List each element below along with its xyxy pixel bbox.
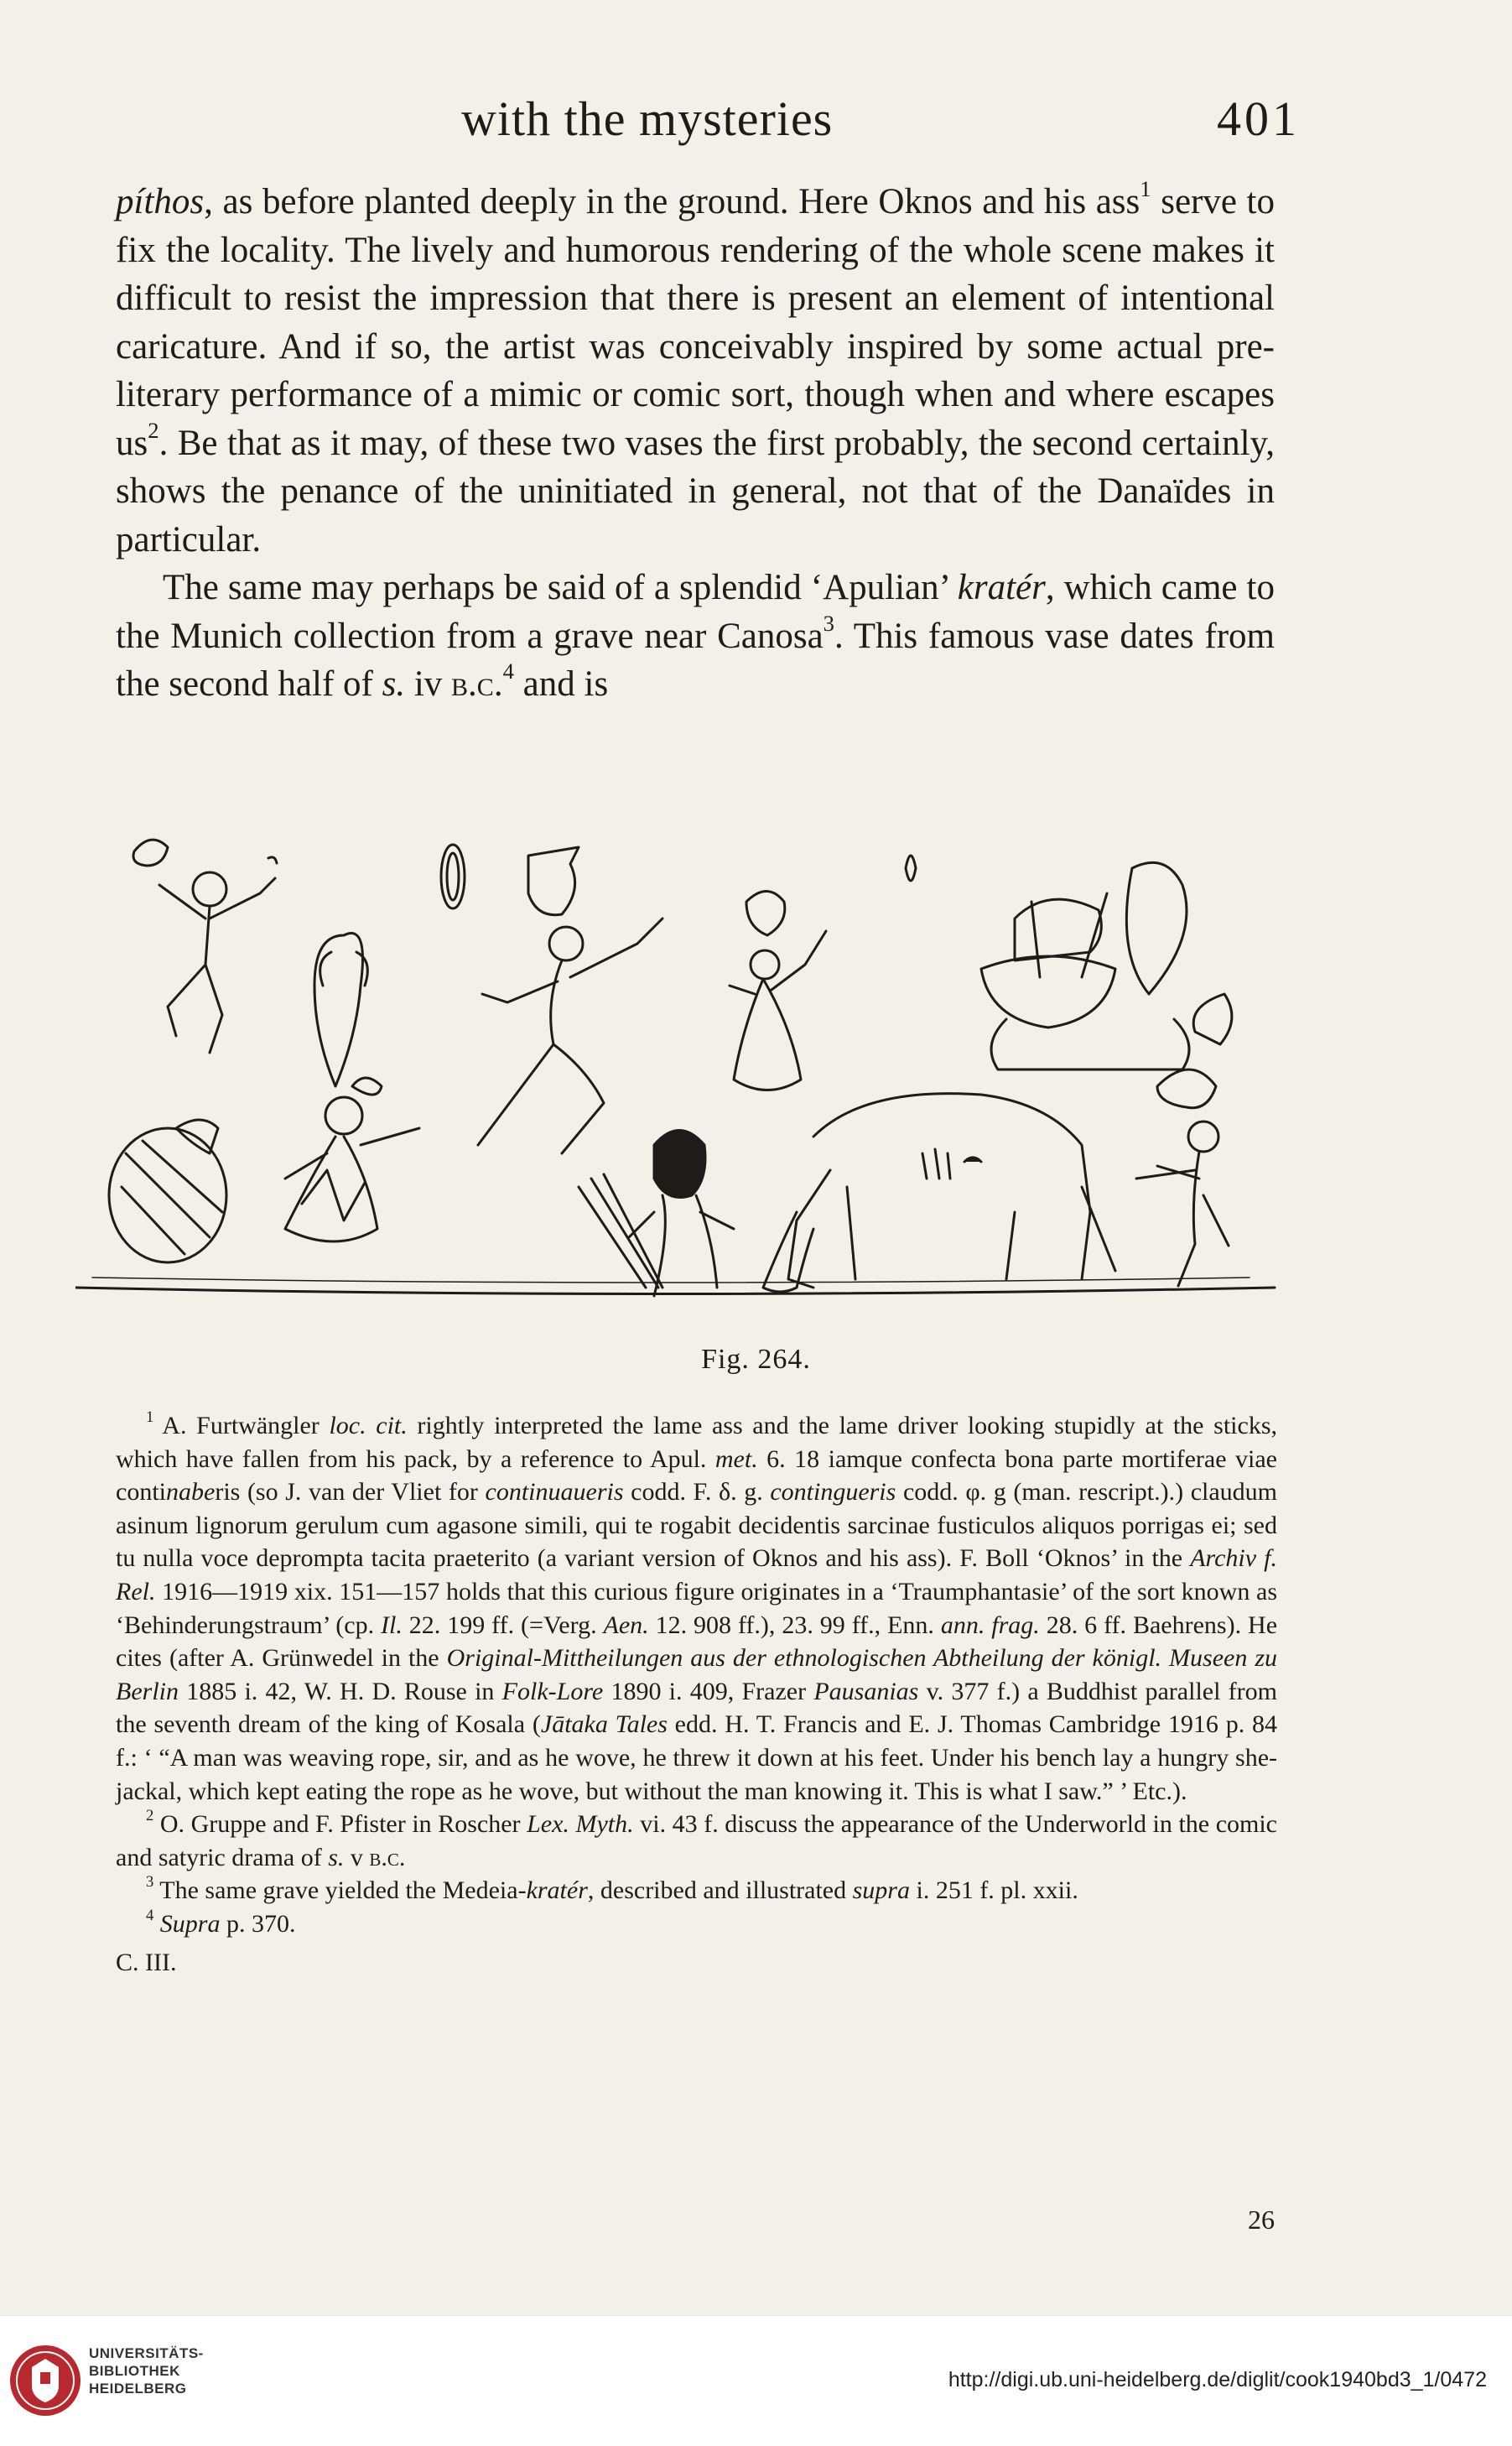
- footnote-1: [116, 1409, 1277, 1808]
- text-run: 12. 908 ff.), 23. 99 ff., Enn.: [648, 1611, 941, 1639]
- text-run: Archiv f. Rel.: [116, 1544, 1278, 1606]
- signature-mark: [116, 1946, 1277, 1980]
- text-run: v: [344, 1843, 370, 1871]
- text-run: Pausanias: [813, 1677, 919, 1705]
- text-run: s.: [382, 664, 406, 704]
- text-run: A. Furtwängler: [153, 1412, 330, 1439]
- footnote-ref: 4: [502, 658, 514, 684]
- text-run: . Be that as it may, of these two vases the first probably, the second certainly, shows the penance of the uninitiated in general, not that of the Danaïdes in particular.: [116, 423, 1275, 559]
- text-run: ann. frag.: [940, 1611, 1040, 1639]
- text-run: ris (so J. van der Vliet for: [215, 1478, 486, 1507]
- text-run: b.c.: [369, 1843, 406, 1871]
- body-text: [116, 178, 1275, 709]
- text-run: serve to fix the locality. The lively and humorous rendering of the whole scene makes it difficult to resist the impression that there is present an element of intentional caricature. And if so, the artist was conceivably inspired by some actual pre-literary performance of a mimic or comic sort, though when and where escapes us: [116, 182, 1276, 463]
- figure-caption: Fig. 264.: [701, 1344, 811, 1375]
- text-run: b.c.: [451, 664, 503, 704]
- paragraph-1: [116, 178, 1275, 564]
- running-woman-centre: [478, 847, 662, 1153]
- text-run: , described and illustrated: [587, 1876, 853, 1905]
- permalink-url[interactable]: http://digi.ub.uni-heidelberg.de/diglit/cook1940bd3_1/0472: [948, 2368, 1487, 2391]
- text-run: . This famous vase dates from the second half of: [116, 616, 1275, 704]
- text-run: 28. 6 ff. Baehrens). He cites (after A. Grünwedel in the: [116, 1611, 1278, 1673]
- text-run: Il.: [381, 1611, 403, 1639]
- footnotes: [116, 1409, 1277, 1979]
- paragraph-2: [116, 564, 1275, 709]
- page-number: 401: [1217, 91, 1300, 146]
- seated-woman-left: [285, 1078, 419, 1241]
- text-run: The same may perhaps be said of a splendid ‘Apulian’: [163, 568, 958, 607]
- library-line: UNIVERSITÄTS-: [89, 2345, 204, 2361]
- running-head: [109, 91, 1300, 149]
- text-run: supra: [852, 1876, 910, 1905]
- text-run: codd. φ. g (man. rescript.).) claudum asinum lignorum gerulum cum agasone simili, qui te rogabit decidentis sarcinae fusticulos aliquos porrigas ei; sed tu nulla voce deprompta tacita praeterito (a variant version of Oknos and his ass). F. Boll ‘Oknos’ in the: [116, 1478, 1278, 1573]
- text-run: , as before planted deeply in the ground. Here Oknos and his ass: [204, 182, 1140, 221]
- library-name: [89, 2345, 204, 2397]
- greek-term: kratér: [957, 568, 1046, 607]
- text-run: Original-Mittheilungen aus der ethnologischen Abtheilung der königl. Museen zu Berlin: [116, 1644, 1277, 1705]
- text-run: The same grave yielded the Medeia-: [153, 1876, 527, 1905]
- footnote-ref: 1: [1140, 176, 1151, 202]
- running-head-title: with the mysteries: [461, 91, 834, 146]
- text-run: loc. cit.: [329, 1412, 408, 1439]
- text-run: Supra: [159, 1909, 221, 1938]
- text-run: vi. 43 f. discuss the appearance of the Underworld in the comic and satyric drama of: [116, 1810, 1277, 1871]
- library-line: HEIDELBERG: [89, 2381, 187, 2397]
- driver-figure: [1136, 994, 1232, 1286]
- text-run: , which came to the Munich collection from a grave near Canosa: [116, 568, 1275, 656]
- text-run: Folk-Lore: [501, 1677, 604, 1705]
- university-library-logo-icon: [8, 2344, 82, 2417]
- text-run: iv: [405, 664, 452, 704]
- text-run: contingueris: [770, 1478, 896, 1507]
- text-run: continuaueris: [485, 1478, 624, 1507]
- text-run: edd. H. T. Francis and E. J. Thomas Cambridge 1916 p. 84 f.: ‘ “A man was weaving rope, sir, and as he wove, he threw it down at his feet. Under his bench lay a hungry she-jackal, which kept eating the rope as he wove, but without the man knowing it. This is what I saw.” ’ Etc.).: [116, 1710, 1277, 1805]
- library-line: BIBLIOTHEK: [89, 2363, 180, 2379]
- text-run: i. 251 f. pl. xxii.: [909, 1876, 1078, 1905]
- footnote-ref: 2: [148, 417, 159, 443]
- gathering-number: 26: [1248, 2204, 1275, 2235]
- footnote-number: 2: [146, 1807, 154, 1825]
- footnote-2: [116, 1808, 1277, 1874]
- greek-term: píthos: [116, 182, 205, 221]
- text-run: 22. 199 ff. (=Verg.: [402, 1611, 604, 1639]
- text-run: 1890 i. 409, Frazer: [603, 1677, 814, 1705]
- text-run: kratér: [526, 1876, 588, 1905]
- text-run: and is: [513, 664, 609, 704]
- overturned-jar: [109, 1120, 226, 1262]
- text-run: v. 377 f.) a Buddhist parallel from the seventh dream of the king of Kosala (: [116, 1677, 1277, 1739]
- text-run: s.: [328, 1843, 345, 1871]
- leaping-figure-left: [133, 840, 277, 1053]
- platform-with-jar: [981, 862, 1189, 1069]
- vase-drawing: [75, 818, 1291, 1338]
- text-run: met.: [714, 1444, 758, 1473]
- footnote-number: 4: [146, 1906, 154, 1924]
- text-run: nabe: [166, 1478, 216, 1507]
- figure-264: [75, 818, 1291, 1338]
- text-run: Lex. Myth.: [527, 1810, 634, 1839]
- footnote-3: [116, 1874, 1277, 1907]
- text-run: Jātaka Tales: [540, 1710, 668, 1739]
- ass-figure: [763, 1094, 1115, 1292]
- text-run: Aen.: [603, 1611, 649, 1639]
- text-run: 6. 18 iamque confecta bona parte mortiferae viae conti: [116, 1444, 1277, 1507]
- footnote-4: [116, 1907, 1277, 1941]
- oknos-figure: [579, 1131, 734, 1297]
- amphora-left: [314, 934, 367, 1087]
- woman-with-vessel: [730, 856, 916, 1090]
- text-run: p. 370.: [220, 1909, 296, 1938]
- library-footer: [0, 2315, 1512, 2446]
- text-run: 1916—1919 xix. 151—157 holds that this curious figure originates in a ‘Traumphantasie’ of the sort known as ‘Behinderungstraum’ (cp.: [116, 1577, 1277, 1639]
- text-run: rightly interpreted the lame ass and the lame driver looking stupidly at the sticks, which have fallen from his pack, by a reference to Apul.: [116, 1412, 1277, 1473]
- text-run: 1885 i. 42, W. H. D. Rouse in: [179, 1677, 502, 1705]
- sheet-signature: C. III.: [116, 1948, 177, 1976]
- footnote-number: 3: [146, 1873, 154, 1892]
- text-run: codd. F. δ. g.: [623, 1478, 771, 1507]
- footnote-ref: 3: [823, 610, 834, 636]
- text-run: O. Gruppe and F. Pfister in Roscher: [153, 1810, 527, 1839]
- footnote-number: 1: [146, 1408, 154, 1427]
